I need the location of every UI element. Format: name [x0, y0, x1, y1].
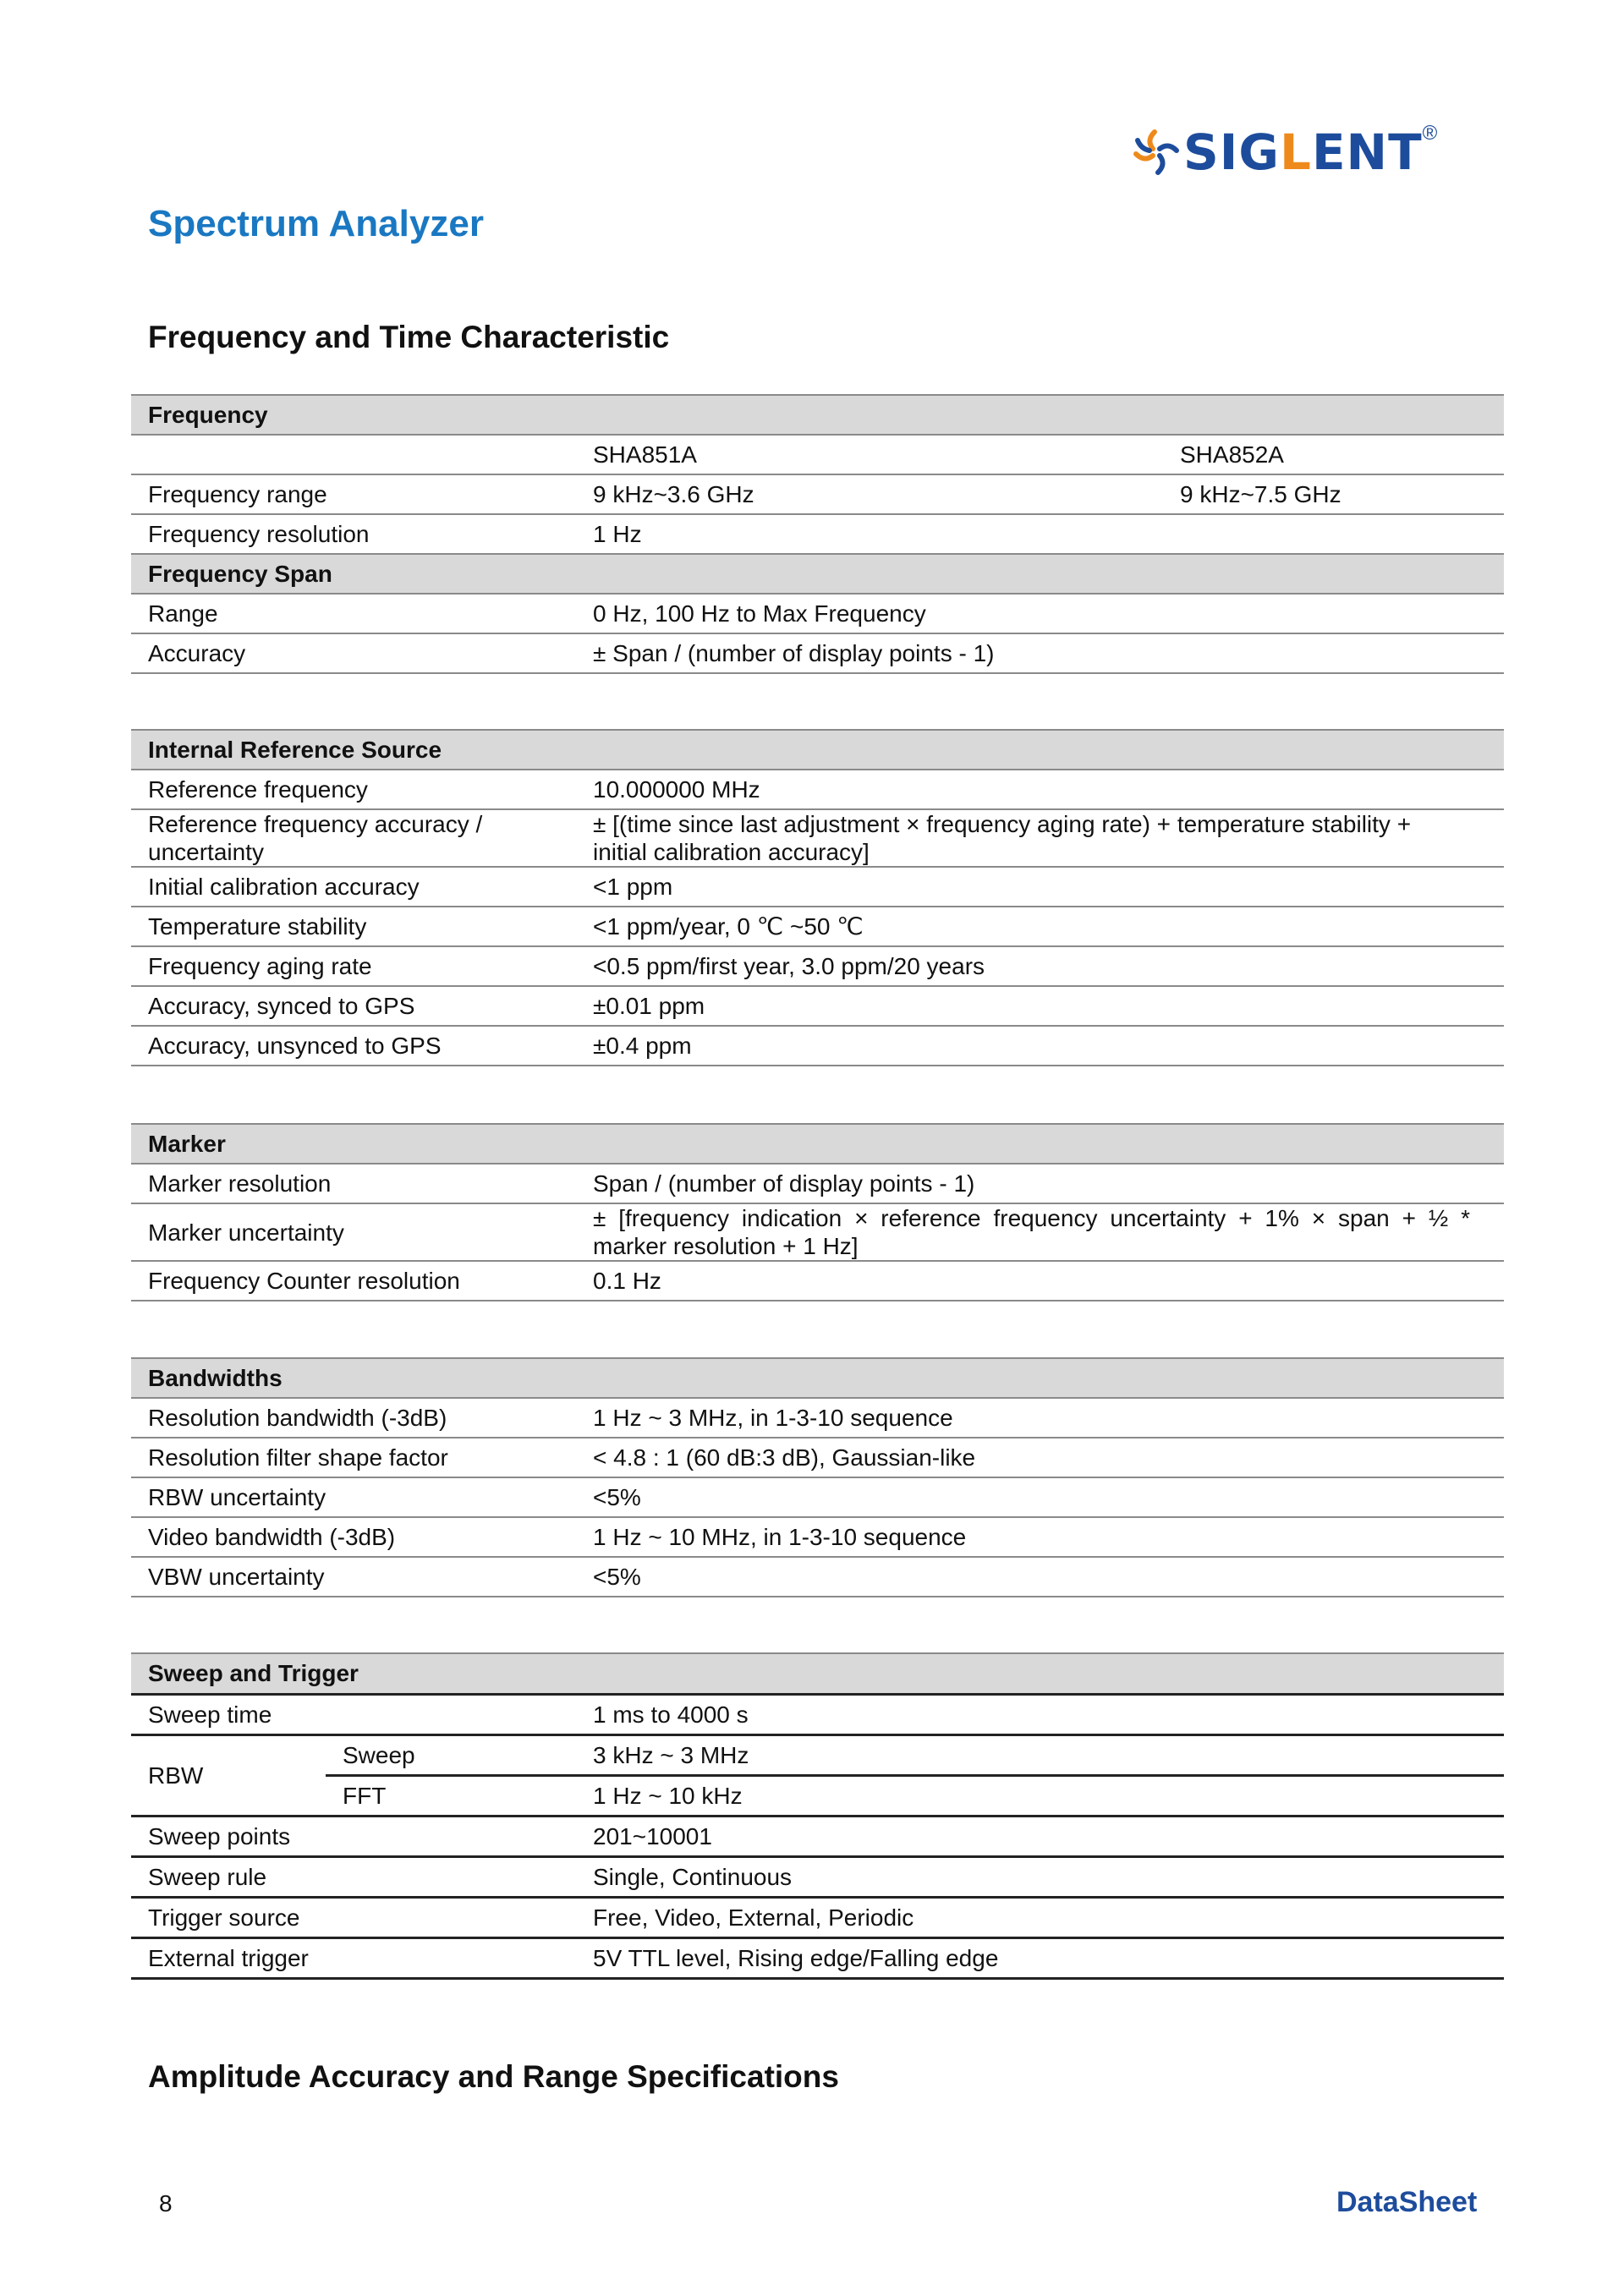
row-label: Frequency aging rate [131, 946, 576, 986]
row-value: 10.000000 MHz [576, 770, 1504, 809]
bandwidths-header: Bandwidths [131, 1358, 1504, 1398]
row-label: Resolution bandwidth (-3dB) [131, 1398, 576, 1438]
row-label: Marker resolution [131, 1164, 576, 1203]
row-value: 3 kHz ~ 3 MHz [576, 1734, 1504, 1775]
reference-table [131, 729, 1504, 1066]
row-label: Sweep time [131, 1694, 576, 1734]
row-value: 1 ms to 4000 s [576, 1694, 1504, 1734]
frequency-header: Frequency [131, 395, 1504, 435]
row-label: RBW uncertainty [131, 1477, 576, 1517]
model-b: SHA852A [1163, 435, 1504, 474]
row-label: Sweep rule [131, 1856, 576, 1897]
footer-brand: DataSheet [1336, 2186, 1478, 2218]
row-label: Range [131, 594, 576, 633]
row-value: 1 Hz ~ 10 kHz [576, 1775, 1504, 1816]
row-value: 1 Hz ~ 10 MHz, in 1-3-10 sequence [576, 1517, 1504, 1557]
row-label: Accuracy, unsynced to GPS [131, 1026, 576, 1066]
registered-mark: ® [1422, 122, 1438, 145]
row-value: Free, Video, External, Periodic [576, 1897, 1504, 1937]
row-value: < 4.8 : 1 (60 dB:3 dB), Gaussian-like [576, 1438, 1504, 1477]
row-label: Frequency resolution [131, 514, 576, 554]
row-label: Reference frequency accuracy / uncertainty [131, 809, 576, 867]
next-section-title: Amplitude Accuracy and Range Specifications [148, 2059, 839, 2094]
row-label: Video bandwidth (-3dB) [131, 1517, 576, 1557]
row-label: VBW uncertainty [131, 1557, 576, 1597]
row-value: ±0.4 ppm [576, 1026, 1504, 1066]
logo-wordmark: SIGLENT [1183, 123, 1423, 181]
row-value: ± [frequency indication × reference frequency uncertainty + 1% × span + ½ * marker resolution + 1 Hz] [576, 1203, 1504, 1261]
row-label: Temperature stability [131, 907, 576, 946]
frequency-table [131, 394, 1504, 674]
marker-header: Marker [131, 1124, 1504, 1164]
rbw-sweep-label: Sweep [326, 1734, 576, 1775]
row-value: Single, Continuous [576, 1856, 1504, 1897]
row-label: Trigger source [131, 1897, 576, 1937]
page-number: 8 [159, 2190, 173, 2217]
row-label: Frequency Counter resolution [131, 1261, 576, 1301]
siglent-logo [1129, 123, 1437, 182]
marker-table [131, 1123, 1504, 1301]
row-value: ± [(time since last adjustment × frequency aging rate) + temperature stability + initial calibration accuracy] [576, 809, 1504, 867]
row-label: External trigger [131, 1937, 576, 1978]
row-value: 5V TTL level, Rising edge/Falling edge [576, 1937, 1504, 1978]
sweep-trigger-table [131, 1652, 1504, 1980]
row-value: <5% [576, 1477, 1504, 1517]
row-value: 1 Hz [576, 514, 1504, 554]
row-value: 0.1 Hz [576, 1261, 1504, 1301]
row-label: Marker uncertainty [131, 1203, 576, 1261]
row-label: Reference frequency [131, 770, 576, 809]
row-label: Initial calibration accuracy [131, 867, 576, 907]
reference-header: Internal Reference Source [131, 730, 1504, 770]
sweep-header: Sweep and Trigger [131, 1653, 1504, 1694]
page-title: Spectrum Analyzer [148, 203, 484, 244]
span-header: Frequency Span [131, 554, 1504, 594]
row-label: Resolution filter shape factor [131, 1438, 576, 1477]
row-value: 9 kHz~7.5 GHz [1163, 474, 1504, 514]
row-value: 9 kHz~3.6 GHz [576, 474, 1163, 514]
row-value: <1 ppm/year, 0 ℃ ~50 ℃ [576, 907, 1504, 946]
row-value: <1 ppm [576, 867, 1504, 907]
row-label: Sweep points [131, 1816, 576, 1856]
row-value: <0.5 ppm/first year, 3.0 ppm/20 years [576, 946, 1504, 986]
row-value: 0 Hz, 100 Hz to Max Frequency [576, 594, 1504, 633]
row-label: Accuracy, synced to GPS [131, 986, 576, 1026]
row-value: ±0.01 ppm [576, 986, 1504, 1026]
row-value: 1 Hz ~ 3 MHz, in 1-3-10 sequence [576, 1398, 1504, 1438]
rbw-label: RBW [131, 1734, 326, 1816]
row-label: Accuracy [131, 633, 576, 673]
bandwidths-table [131, 1357, 1504, 1597]
siglent-swirl-icon [1129, 125, 1183, 179]
row-value: Span / (number of display points - 1) [576, 1164, 1504, 1203]
row-value: ± Span / (number of display points - 1) [576, 633, 1504, 673]
section-title: Frequency and Time Characteristic [148, 320, 670, 354]
row-value: <5% [576, 1557, 1504, 1597]
row-label: Frequency range [131, 474, 576, 514]
rbw-fft-label: FFT [326, 1775, 576, 1816]
model-a: SHA851A [576, 435, 1163, 474]
row-value: 201~10001 [576, 1816, 1504, 1856]
